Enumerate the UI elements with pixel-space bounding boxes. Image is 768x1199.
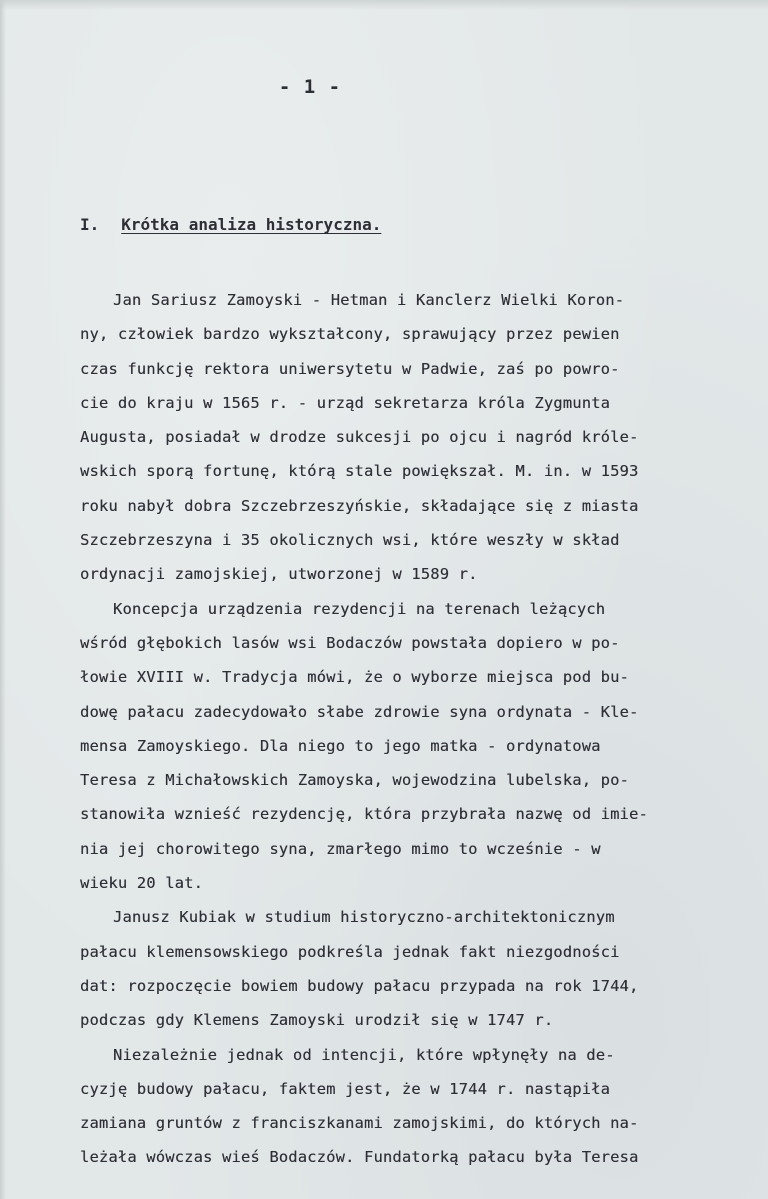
- paragraph-line: Koncepcja urządzenia rezydencji na terenach leżących: [113, 599, 606, 618]
- paragraph-line: dat: rozpoczęcie bowiem budowy pałacu przypada na rok 1744,: [80, 976, 639, 995]
- paragraph: [80, 1038, 733, 1175]
- paragraph-line: Teresa z Michałowskich Zamoyska, wojewodzina lubelska, po-: [80, 771, 630, 790]
- section-title: Krótka analiza historyczna.: [121, 215, 382, 234]
- paragraph-line: cie do kraju w 1565 r. - urząd sekretarza króla Zygmunta: [80, 393, 611, 412]
- section-heading: [80, 215, 381, 234]
- paragraph-line: podczas gdy Klemens Zamoyski urodził się w 1747 r.: [80, 1011, 554, 1030]
- paragraph-line: pałacu klemensowskiego podkreśla jednak fakt niezgodności: [80, 942, 620, 961]
- paragraph-line: ordynacji zamojskiej, utworzonej w 1589 r.: [80, 565, 478, 584]
- paragraph-line: Augusta, posiadał w drodze sukcesji po ojcu i nagród króle-: [80, 428, 639, 447]
- paragraph-line: roku nabył dobra Szczebrzeszyńskie, składające się z miasta: [80, 496, 639, 515]
- paragraph-line: Szczebrzeszyna i 35 okolicznych wsi, które weszły w skład: [80, 531, 620, 550]
- paragraph-line: zamiana gruntów z franciszkanami zamojskimi, do których na-: [80, 1114, 639, 1133]
- paragraph-line: nia jej chorowitego syna, zmarłego mimo to wcześnie - w: [80, 839, 601, 858]
- paragraph-line: Janusz Kubiak w studium historyczno-architektonicznym: [113, 908, 615, 927]
- paragraph: [80, 283, 733, 592]
- section-number: I.: [80, 215, 100, 234]
- body-text: [80, 283, 733, 1175]
- paragraph-line: mensa Zamoyskiego. Dla niego to jego matka - ordynatowa: [80, 736, 601, 755]
- paragraph-line: Niezależnie jednak od intencji, które wpłynęły na de-: [113, 1045, 615, 1064]
- paragraph-line: ny, człowiek bardzo wykształcony, sprawujący przez pewien: [80, 325, 620, 344]
- paragraph-line: łowie XVIII w. Tradycja mówi, że o wyborze miejsca pod bu-: [80, 668, 630, 687]
- paragraph-line: wieku 20 lat.: [80, 874, 204, 893]
- paragraph-line: czas funkcję rektora uniwersytetu w Padwie, zaś po powro-: [80, 359, 620, 378]
- page-number: - 1 -: [278, 76, 342, 98]
- paragraph: [80, 592, 733, 901]
- paragraph-line: dowę pałacu zadecydowało słabe zdrowie syna ordynata - Kle-: [80, 702, 639, 721]
- paragraph-line: Jan Sariusz Zamoyski - Hetman i Kanclerz Wielki Koron-: [113, 291, 625, 309]
- paragraph-line: stanowiła wznieść rezydencję, która przybrała nazwę od imie-: [80, 805, 648, 824]
- paragraph-line: cyzję budowy pałacu, faktem jest, że w 1744 r. nastąpiła: [80, 1079, 611, 1098]
- paper-top-edge: [0, 0, 768, 10]
- paragraph: [80, 900, 733, 1037]
- paragraph-line: wśród głębokich lasów wsi Bodaczów powstała dopiero w po-: [80, 633, 620, 652]
- paragraph-line: wskich sporą fortunę, którą stale powiększał. M. in. w 1593: [80, 462, 639, 481]
- paragraph-line: leżała wówczas wieś Bodaczów. Fundatorką pałacu była Teresa: [80, 1148, 639, 1167]
- paper-left-edge: [0, 0, 6, 1199]
